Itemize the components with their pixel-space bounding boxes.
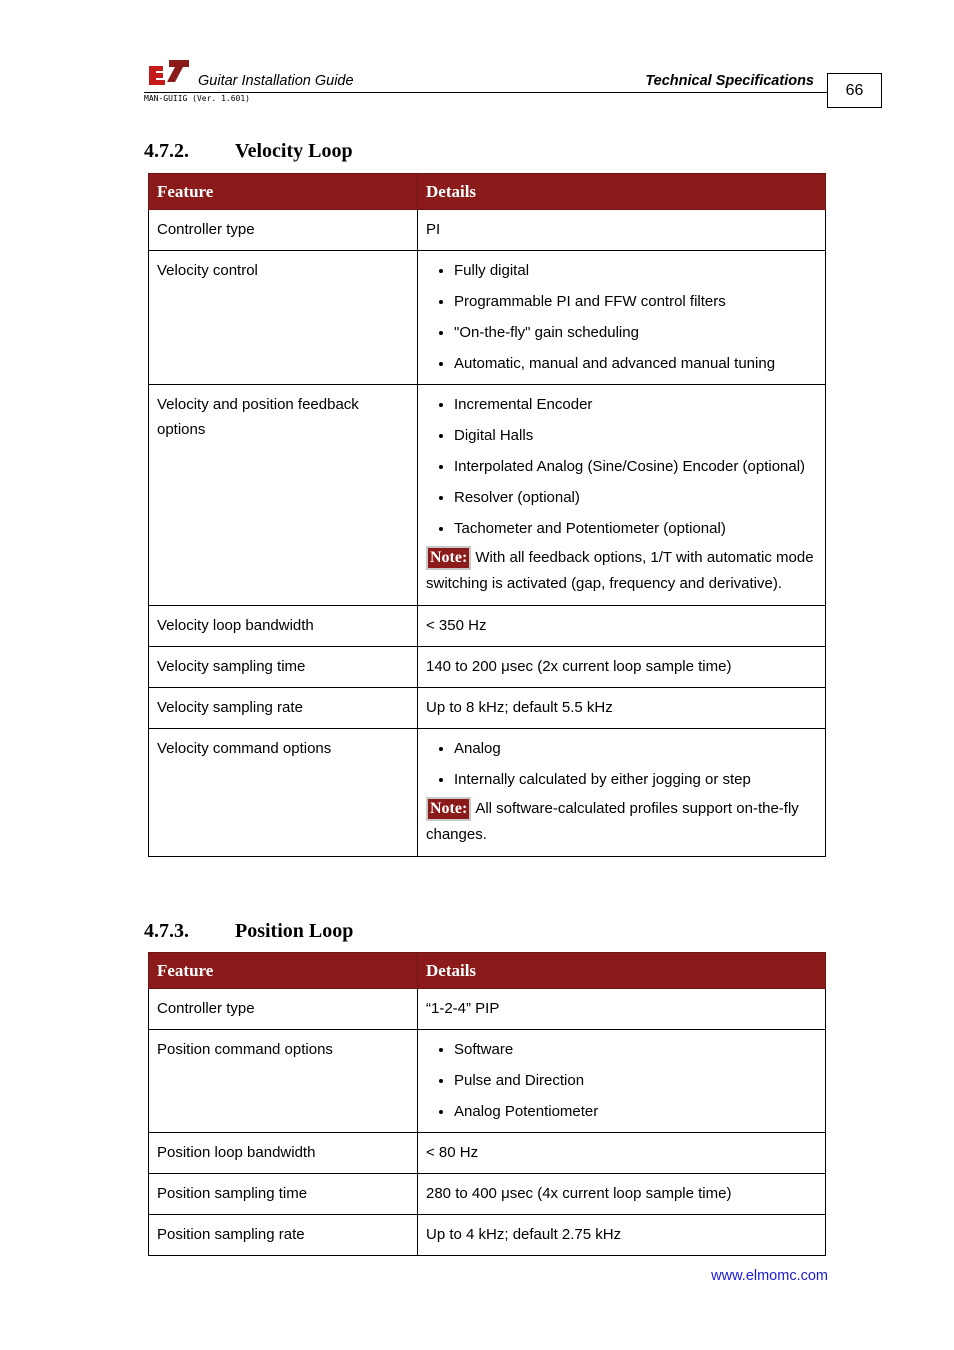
detail-cell: < 80 Hz bbox=[418, 1133, 826, 1174]
list-item: • Analog bbox=[454, 736, 817, 761]
page-number: 66 bbox=[827, 73, 882, 108]
table-row bbox=[149, 647, 826, 688]
feature-cell: Velocity sampling time bbox=[149, 647, 418, 688]
table-row bbox=[149, 1215, 826, 1256]
feature-cell: Position loop bandwidth bbox=[149, 1133, 418, 1174]
list-item: • Pulse and Direction bbox=[454, 1068, 817, 1093]
detail-cell bbox=[418, 251, 826, 385]
note-badge: Note: bbox=[426, 546, 471, 570]
detail-cell: < 350 Hz bbox=[418, 606, 826, 647]
table-row bbox=[149, 1030, 826, 1133]
feature-cell: Position sampling time bbox=[149, 1174, 418, 1215]
detail-cell: “1-2-4” PIP bbox=[418, 989, 826, 1030]
table-row bbox=[149, 251, 826, 385]
version-label: MAN-GUIIG (Ver. 1.601) bbox=[144, 94, 250, 103]
note bbox=[426, 796, 817, 848]
table-row bbox=[149, 385, 826, 606]
website-link[interactable]: www.elmomc.com bbox=[711, 1268, 828, 1284]
detail-cell: Up to 4 kHz; default 2.75 kHz bbox=[418, 1215, 826, 1256]
table-row bbox=[149, 210, 826, 251]
note bbox=[426, 545, 817, 597]
note-text: With all feedback options, 1/T with automatic mode switching is activated (gap, frequency and derivative). bbox=[426, 549, 814, 592]
list-item: • Programmable PI and FFW control filters bbox=[454, 289, 817, 314]
detail-cell: PI bbox=[418, 210, 826, 251]
section-title: Velocity Loop bbox=[235, 140, 353, 162]
list-item: • Fully digital bbox=[454, 258, 817, 283]
header-divider bbox=[144, 92, 827, 93]
table-row bbox=[149, 606, 826, 647]
bullet-list bbox=[426, 736, 817, 792]
guide-title: Guitar Installation Guide bbox=[198, 73, 354, 89]
section-title: Position Loop bbox=[235, 920, 354, 942]
note-badge: Note: bbox=[426, 797, 471, 821]
feature-column-header: Feature bbox=[149, 174, 418, 210]
table-row bbox=[149, 688, 826, 729]
feature-cell: Velocity sampling rate bbox=[149, 688, 418, 729]
velocity-loop-table bbox=[148, 173, 826, 857]
feature-cell: Controller type bbox=[149, 210, 418, 251]
list-item: • Incremental Encoder bbox=[454, 392, 817, 417]
velocity-loop-heading bbox=[144, 140, 353, 163]
list-item: • Resolver (optional) bbox=[454, 485, 817, 510]
feature-cell: Velocity loop bandwidth bbox=[149, 606, 418, 647]
feature-cell: Controller type bbox=[149, 989, 418, 1030]
table-row bbox=[149, 1174, 826, 1215]
list-item: • Digital Halls bbox=[454, 423, 817, 448]
feature-column-header: Feature bbox=[149, 953, 418, 989]
table-row bbox=[149, 729, 826, 857]
table-row bbox=[149, 989, 826, 1030]
section-number: 4.7.2. bbox=[144, 140, 189, 162]
bullet-list bbox=[426, 258, 817, 376]
details-column-header: Details bbox=[418, 953, 826, 989]
position-loop-heading bbox=[144, 920, 353, 943]
position-loop-table bbox=[148, 952, 826, 1256]
feature-cell: Position command options bbox=[149, 1030, 418, 1133]
feature-cell: Position sampling rate bbox=[149, 1215, 418, 1256]
list-item: • Software bbox=[454, 1037, 817, 1062]
details-column-header: Details bbox=[418, 174, 826, 210]
detail-cell: 140 to 200 μsec (2x current loop sample time) bbox=[418, 647, 826, 688]
detail-cell: 280 to 400 μsec (4x current loop sample time) bbox=[418, 1174, 826, 1215]
list-item: • "On-the-fly" gain scheduling bbox=[454, 320, 817, 345]
list-item: • Automatic, manual and advanced manual tuning bbox=[454, 351, 817, 376]
note-text: All software-calculated profiles support on-the-fly changes. bbox=[426, 800, 799, 843]
detail-cell bbox=[418, 729, 826, 857]
elmo-logo-icon bbox=[147, 58, 189, 86]
list-item: • Interpolated Analog (Sine/Cosine) Encoder (optional) bbox=[454, 454, 817, 479]
section-number: 4.7.3. bbox=[144, 920, 189, 942]
detail-cell: Up to 8 kHz; default 5.5 kHz bbox=[418, 688, 826, 729]
feature-cell: Velocity command options bbox=[149, 729, 418, 857]
section-name: Technical Specifications bbox=[645, 73, 814, 89]
table-row bbox=[149, 1133, 826, 1174]
feature-cell: Velocity and position feedback options bbox=[149, 385, 418, 606]
list-item: • Analog Potentiometer bbox=[454, 1099, 817, 1124]
list-item: • Internally calculated by either jogging or step bbox=[454, 767, 817, 792]
feature-cell: Velocity control bbox=[149, 251, 418, 385]
bullet-list bbox=[426, 1037, 817, 1124]
bullet-list bbox=[426, 392, 817, 541]
table-header-row bbox=[149, 174, 826, 210]
table-header-row bbox=[149, 953, 826, 989]
detail-cell bbox=[418, 1030, 826, 1133]
detail-cell bbox=[418, 385, 826, 606]
list-item: • Tachometer and Potentiometer (optional) bbox=[454, 516, 817, 541]
